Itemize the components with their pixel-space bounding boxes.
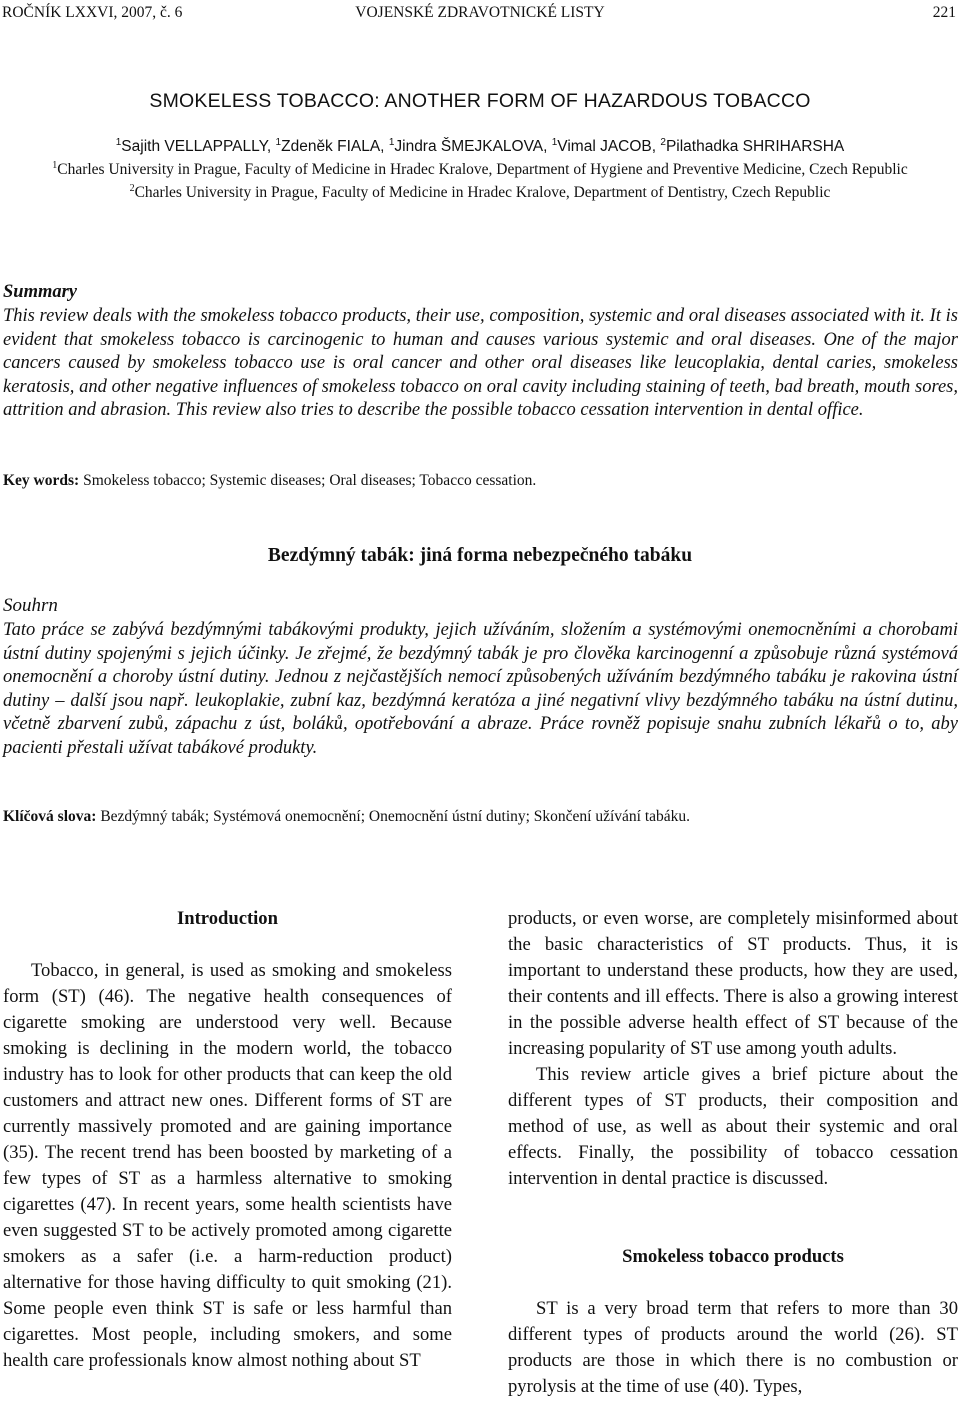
- author-name: Sajith VELLAPPALLY,: [121, 138, 276, 155]
- left-column: [3, 906, 452, 1374]
- author-name: Zdeněk FIALA,: [281, 138, 389, 155]
- czech-title: Bezdýmný tabák: jiná forma nebezpečného tabáku: [267, 545, 693, 566]
- affiliation-sup: 1: [52, 160, 58, 171]
- right-column: [508, 906, 958, 1400]
- introduction-paragraph-2: This review article gives a brief picture about the different types of ST products, their composition and method of use, as well as about their systemic and oral effects. Finally, the possibility of tobacco cessation intervention in dental practice is discussed.: [508, 1064, 958, 1189]
- introduction-paragraph-1: Tobacco, in general, is used as smoking and smokeless form (ST) (46). The negative health consequences of cigarette smoking are understood very well. Because smoking is declining in the modern world, the tobacco industry has to look for other products that can keep the old customers and attract new ones. Different forms of ST are currently massively promoted and are gaining importance (35). The recent trend has been boosted by marketing of a few types of ST as a harmless alternative to smoking cigarettes (47). In recent years, some health scientists have even suggested ST to be actively promoted among cigarette smokers as a safer (i.e. a harm-reduction product) alternative for those having difficulty to quit smoking (21). Some people even think ST is safe or less harmful than cigarettes. Most people, including smokers, and some health care professionals know almost nothing about ST: [3, 960, 452, 1371]
- keywords-label: Key words:: [3, 472, 80, 489]
- author-sup: 1: [551, 137, 558, 148]
- affiliation-2: [0, 184, 960, 202]
- keywords-text: Smokeless tobacco; Systemic diseases; Oral diseases; Tobacco cessation.: [79, 472, 537, 489]
- section2-paragraph-1: ST is a very broad term that refers to more than 30 different types of products around the world (26). ST products are those in which there is no combustion or pyrolysis at the time of use (40). Types,: [508, 1298, 958, 1397]
- running-header: [0, 4, 960, 24]
- author-name: Vimal JACOB,: [557, 138, 661, 155]
- introduction-paragraph-1-cont: products, or even worse, are completely misinformed about the basic characteristics of ST products. Thus, it is important to understand these products, how they are used, their contents and ill effects. There is also a growing interest in the possible adverse health effect of ST because of the increasing popularity of ST use among youth adults.: [508, 908, 958, 1059]
- journal-name: VOJENSKÉ ZDRAVOTNICKÉ LISTY: [355, 4, 605, 21]
- summary-text: This review deals with the smokeless tobacco products, their use, composition, systemic and oral diseases associated with it. It is evident that smokeless tobacco is carcinogenic to human and causes various systemic and oral diseases. One of the major cancers caused by smokeless tobacco use is oral cancer and other oral diseases like leucoplakia, dental caries, smokeless keratosis, and other negative influences of smokeless tobacco on oral cavity including staining of teeth, bad breath, mouth sores, attrition and abrasion.: [3, 306, 958, 421]
- author-name: Jindra ŠMEJKALOVA,: [394, 138, 552, 155]
- affiliation-1: [0, 161, 960, 179]
- summary-text-end: This review also tries to describe the possible tobacco cessation intervention in dental office.: [171, 400, 864, 421]
- section-heading-smokeless-products: Smokeless tobacco products: [622, 1246, 844, 1267]
- czech-keywords-label: Klíčová slova:: [3, 808, 97, 825]
- author-sup: 1: [388, 137, 395, 148]
- author-list: [0, 138, 960, 156]
- volume-issue: ROČNÍK LXXVI, 2007, č. 6: [2, 4, 183, 21]
- author-sup: 1: [275, 137, 282, 148]
- souhrn-body: [3, 619, 958, 761]
- souhrn-heading: Souhrn: [3, 595, 58, 616]
- souhrn-text: Tato práce se zabývá bezdýmnými tabákovými produkty, jejich užíváním, složením a systémovými onemocněními a chorobami ústní dutiny spojenými s jejich účinky. Je zřejmé, že bezdýmný tabák je pro člověka karcinogenní a způsobuje různá systémová onemocnění a choroby ústní dutiny. Jednou z nejčastějších nemocí způsobených užíváním bezdýmného tabáku je rakovina ústní dutiny – další jsou např. leukoplakie, zubní kaz, bezdýmná keratóza a jiné negativní vlivy bezdýmného tabáku na ústní dutinu, včetně zbarvení zubů, zápachu z úst, boláků, opotřebování a abraze. Práce rovněž popisuje snahu zubních lékařů o to, aby pacienti přestali užívat tabákové produkty.: [3, 620, 958, 758]
- affiliation-sup: 2: [129, 183, 135, 194]
- introduction-heading: Introduction: [177, 908, 278, 929]
- keywords: [3, 472, 536, 490]
- affiliation-text: Charles University in Prague, Faculty of Medicine in Hradec Kralove, Department of Hygiene and Preventive Medicine, Czech Republic: [57, 161, 908, 178]
- author-sup: 2: [660, 137, 666, 148]
- affiliation-text: Charles University in Prague, Faculty of Medicine in Hradec Kralove, Department of Dentistry, Czech Republic: [134, 184, 831, 201]
- author-sup: 1: [115, 137, 122, 148]
- summary-body: [3, 305, 958, 423]
- article-title: SMOKELESS TOBACCO: ANOTHER FORM OF HAZARDOUS TOBACCO: [149, 90, 811, 112]
- page-number: 221: [932, 4, 956, 21]
- czech-keywords: [3, 808, 690, 826]
- author-name: Pilathadka SHRIHARSHA: [665, 138, 845, 155]
- czech-keywords-text: Bezdýmný tabák; Systémová onemocnění; Onemocnění ústní dutiny; Skončení užívání tabáku.: [96, 808, 691, 825]
- summary-heading: Summary: [3, 282, 78, 302]
